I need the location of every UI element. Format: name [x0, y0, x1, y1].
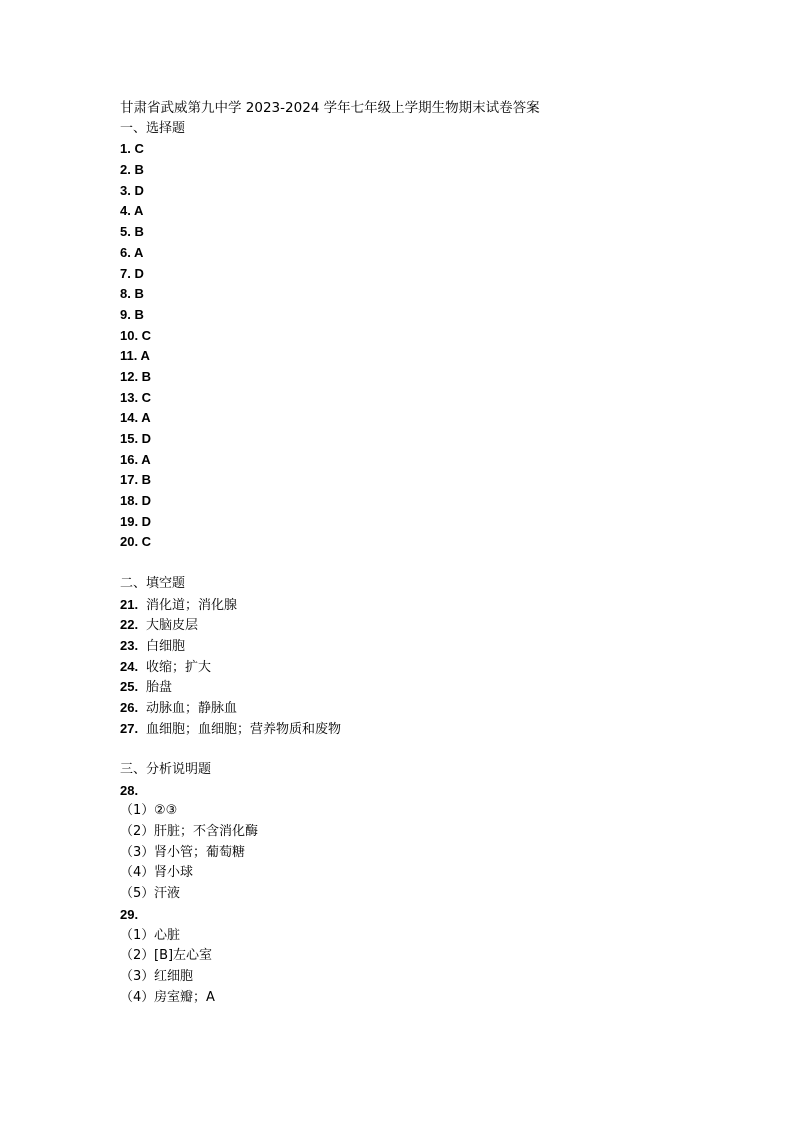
sub-answer-text: 肾小球	[154, 865, 194, 881]
sub-answer-text: 心脏	[154, 927, 181, 943]
sub-answer-text: 肝脏；不含消化酶	[154, 824, 259, 840]
sub-answer	[120, 843, 760, 864]
fill-answer	[120, 698, 760, 719]
choice-answer: 8. B	[120, 286, 144, 302]
document-title: 甘肃省武威第九中学 2023-2024 学年七年级上学期生物期末试卷答案	[120, 100, 540, 116]
fill-answer-number: 24.	[120, 658, 139, 674]
choice-answer: 11. A	[120, 348, 150, 364]
choice-answer: 18. D	[120, 493, 152, 509]
fill-answer-number: 21.	[120, 596, 139, 612]
choice-answer: 13. C	[120, 389, 152, 405]
sub-answer-number: （4）	[120, 989, 155, 1005]
sub-answer-text: ②③	[154, 803, 178, 819]
fill-answer-number: 26.	[120, 699, 139, 715]
choice-answer: 19. D	[120, 513, 152, 529]
choice-answer: 15. D	[120, 431, 152, 446]
fill-answer	[120, 595, 760, 616]
fill-answer-text: 白细胞	[146, 638, 186, 654]
question-29-number: 29.	[120, 906, 139, 922]
fill-answer	[120, 719, 760, 740]
sub-answer-number: （3）	[120, 844, 155, 860]
sub-answer-text: 肾小管；葡萄糖	[154, 844, 246, 860]
choice-answer: 14. A	[120, 410, 151, 426]
choice-answer: 20. C	[120, 534, 152, 550]
sub-answer-number: （2）	[120, 948, 155, 964]
choice-answer: 1. C	[120, 141, 144, 157]
answer-document	[120, 98, 760, 1008]
fill-answer-text: 消化道；消化腺	[146, 597, 238, 613]
section3-heading: 三、分析说明题	[120, 762, 212, 777]
choice-answer: 17. B	[120, 472, 152, 488]
fill-answer	[120, 657, 760, 678]
choice-answer: 4. A	[120, 203, 144, 219]
fill-answer-number: 25.	[120, 679, 139, 695]
choice-answer: 5. B	[120, 224, 144, 240]
sub-answer-text: 房室瓣；A	[154, 989, 215, 1005]
fill-answer	[120, 636, 760, 657]
choice-answer: 3. D	[120, 182, 144, 198]
fill-answer-text: 收缩；扩大	[146, 659, 212, 675]
choice-answer: 12. B	[120, 368, 152, 384]
question-28-number: 28.	[120, 782, 139, 798]
sub-answer	[120, 884, 760, 905]
sub-answer	[120, 988, 760, 1009]
sub-answer	[120, 863, 760, 884]
sub-answer-number: （2）	[120, 824, 155, 840]
sub-answer	[120, 926, 760, 947]
sub-answer-number: （1）	[120, 803, 155, 819]
section2-heading: 二、填空题	[120, 575, 186, 591]
section1-heading: 一、选择题	[120, 120, 186, 136]
fill-answer	[120, 677, 760, 698]
sub-answer	[120, 822, 760, 843]
fill-answer-text: 动脉血；静脉血	[146, 700, 238, 716]
fill-answer-number: 23.	[120, 637, 139, 653]
fill-answer-text: 胎盘	[146, 680, 173, 696]
sub-answer-text: 红细胞	[154, 968, 194, 984]
fill-answer-number: 27.	[120, 720, 139, 736]
choice-answer: 16. A	[120, 451, 151, 467]
choice-answer: 7. D	[120, 265, 144, 281]
choice-answer: 9. B	[120, 306, 144, 322]
fill-answer-number: 22.	[120, 617, 139, 633]
choice-answer: 2. B	[120, 162, 144, 178]
fill-answer	[120, 615, 760, 636]
choice-answer: 6. A	[120, 244, 144, 260]
sub-answer	[120, 801, 760, 822]
sub-answer-number: （5）	[120, 886, 155, 902]
sub-answer-number: （1）	[120, 927, 155, 943]
sub-answer-text: 汗液	[154, 886, 181, 902]
sub-answer-text: [B]左心室	[154, 948, 213, 964]
sub-answer	[120, 967, 760, 988]
sub-answer-number: （3）	[120, 968, 155, 984]
fill-answer-text: 血细胞；血细胞；营养物质和废物	[146, 721, 342, 737]
section-spacer	[120, 739, 760, 760]
section-spacer	[120, 553, 760, 574]
sub-answer	[120, 946, 760, 967]
choice-answer: 10. C	[120, 327, 152, 343]
fill-answer-text: 大脑皮层	[146, 618, 199, 634]
sub-answer-number: （4）	[120, 865, 155, 881]
